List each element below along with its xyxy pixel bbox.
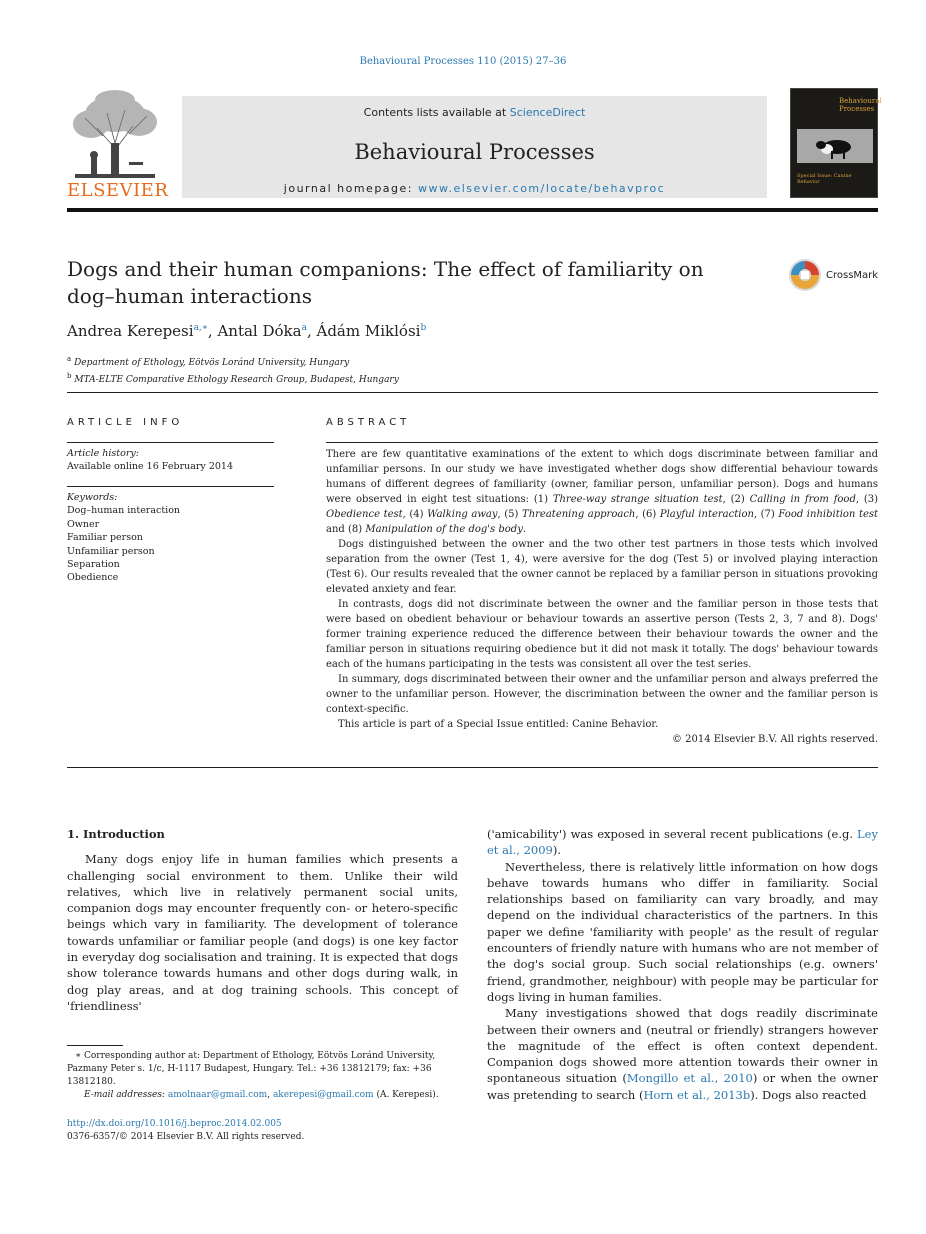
doi-link[interactable]: http://dx.doi.org/10.1016/j.beproc.2014.02.005 bbox=[67, 1119, 282, 1129]
header-rule bbox=[67, 208, 878, 212]
test-name: Food inhibition test bbox=[778, 509, 879, 520]
article-title bbox=[67, 256, 757, 310]
body-right-column bbox=[487, 826, 878, 1103]
test-name: Calling in from food bbox=[749, 494, 856, 505]
body-paragraph bbox=[487, 1005, 878, 1103]
body-text: ). Dogs also reacted bbox=[750, 1087, 867, 1102]
body-text: ). bbox=[552, 843, 562, 858]
abstract-paragraph: In contrasts, dogs did not discriminate between the owner and the familiar person in those tests that were based on obedient behaviour or behaviour towards an assertive person (Tests 2, 3, 7 and 8). Dogs' former training experience reduced the difference between their behaviour towards the owner and the familiar person in situations requiring obedience but it did not mask it totally. The dogs' behaviour towards each of the humans participating in the tests was consistent all over the test series. bbox=[326, 599, 878, 670]
footnote-rule bbox=[67, 1045, 123, 1046]
body-text: Many investigations showed that dogs readily discriminate between their owners and (neutral or friendly) strangers however the magnitude of the effect is often context dependent. Companion dogs showed more attention towards their owner in spontaneous situation ( bbox=[487, 1006, 878, 1086]
journal-masthead bbox=[67, 86, 882, 210]
section-divider bbox=[67, 392, 878, 393]
history-label: Article history: bbox=[67, 448, 139, 459]
journal-cover-thumbnail[interactable] bbox=[790, 88, 882, 198]
homepage-prefix: journal homepage: bbox=[283, 182, 418, 195]
body-paragraph bbox=[487, 826, 878, 859]
cover-dog-photo bbox=[797, 129, 873, 163]
author-affiliation-mark[interactable]: a,∗ bbox=[193, 323, 208, 333]
title-line-1: Dogs and their human companions: The effect of familiarity on bbox=[67, 257, 704, 281]
affiliations bbox=[67, 353, 399, 387]
contents-available-line bbox=[182, 106, 767, 119]
article-info-heading: ARTICLE INFO bbox=[67, 417, 184, 428]
abstract-body bbox=[326, 447, 878, 747]
abstract-paragraph bbox=[326, 447, 878, 537]
abstract-text: There are few quantitative examinations of the extent to which dogs discriminate between familiar and unfamiliar persons. In our study we have investigated whether dogs show differential behaviour towards humans of different degrees of familiarity (owner, familiar person, unfamiliar person). Dogs and humans were observed in eight test situations: (1) bbox=[326, 449, 878, 505]
affiliation-mark: b bbox=[67, 372, 72, 380]
keyword: Owner bbox=[67, 518, 100, 530]
issn-copyright: 0376-6357/© 2014 Elsevier B.V. All rights reserved. bbox=[67, 1132, 305, 1142]
cover-title: Behavioural Processes bbox=[839, 97, 882, 113]
test-name: Manipulation of the dog's body bbox=[365, 524, 523, 535]
body-text: ) or when the owner was pretending to search ( bbox=[487, 1071, 878, 1102]
author-affiliation-mark[interactable]: b bbox=[420, 323, 427, 333]
abstract-paragraph: In summary, dogs discriminated between their owner and the unfamiliar person and always preferred the owner to the unfamiliar person. However, the discrimination between the owner and the familiar person is context-specific. bbox=[326, 674, 878, 715]
body-left-column bbox=[67, 826, 458, 1014]
author-affiliation-mark[interactable]: a bbox=[301, 323, 307, 333]
abstract-text: , (6) bbox=[635, 509, 660, 520]
abstract-paragraph: Dogs distinguished between the owner and the two other test partners in those tests which involved separation from the owner (Test 1, 4), were aversive for the dog (Test 5) or involved playing interaction (Test 6). Our results revealed that the owner cannot be replaced by a familiar person in situations provoking elevated anxiety and fear. bbox=[326, 539, 879, 595]
abstract-text: . bbox=[522, 524, 527, 535]
author-name[interactable]: Ádám Miklósi bbox=[316, 322, 421, 340]
abstract-rule bbox=[326, 442, 878, 443]
section-heading-introduction: 1. Introduction bbox=[67, 827, 165, 841]
keyword: Obedience bbox=[67, 572, 119, 584]
journal-banner bbox=[182, 96, 767, 198]
keywords-label: Keywords: bbox=[67, 492, 118, 503]
history-value: Available online 16 February 2014 bbox=[67, 461, 233, 473]
author-name[interactable]: Antal Dóka bbox=[217, 322, 302, 340]
footnote-emails bbox=[67, 1089, 458, 1102]
publisher-wordmark: ELSEVIER bbox=[67, 180, 169, 201]
email-suffix: (A. Kerepesi). bbox=[373, 1090, 439, 1100]
abstract-paragraph: This article is part of a Special Issue entitled: Canine Behavior. bbox=[338, 719, 659, 730]
abstract-heading: ABSTRACT bbox=[326, 417, 411, 428]
journal-homepage-link[interactable]: www.elsevier.com/locate/behavproc bbox=[418, 182, 666, 195]
test-name: Threatening approach bbox=[522, 509, 636, 520]
affiliation-line bbox=[67, 370, 399, 387]
abstract-text: and (8) bbox=[326, 524, 366, 535]
abstract-text: , (4) bbox=[402, 509, 428, 520]
article-info-rule bbox=[67, 442, 274, 443]
title-line-2: dog–human interactions bbox=[67, 284, 312, 308]
abstract-text: , (3) bbox=[855, 494, 879, 505]
affiliation-text: Department of Ethology, Eötvös Loránd University, Hungary bbox=[74, 358, 350, 368]
keyword: Familiar person bbox=[67, 532, 143, 544]
crossmark-badge[interactable] bbox=[788, 258, 880, 294]
reference-link[interactable]: Ley et al., 2009 bbox=[487, 827, 878, 858]
contents-prefix: Contents lists available at bbox=[363, 106, 510, 119]
abstract-copyright: © 2014 Elsevier B.V. All rights reserved. bbox=[671, 734, 878, 745]
sciencedirect-link[interactable]: ScienceDirect bbox=[509, 106, 586, 119]
journal-homepage-line bbox=[182, 182, 767, 195]
author-list: Andrea Kerepesi$^{a,∗}$, Antal Dóka$^a$, Ádám Miklósi$^b$ bbox=[67, 322, 427, 340]
body-paragraph: Many dogs enjoy life in human families which presents a challenging social environment to them. Unlike their wild relatives, which live in relatively permanent social units, companion dogs may encounter frequently con- or hetero-specific beings which vary in familiarity. The development of tolerance towards unfamiliar or familiar people (and dogs) is one key factor in everyday dog socialisation and training. It is expected that dogs show tolerance towards humans and other dogs during walk, in dog play areas, and at dog training schools. This concept of 'friendliness' bbox=[67, 852, 458, 1013]
journal-name: Behavioural Processes bbox=[354, 140, 595, 164]
email-separator: , bbox=[267, 1090, 273, 1100]
body-paragraph: Nevertheless, there is relatively little information on how dogs behave towards humans who differ in familiarity. Social relationships based on familiarity can vary broadly, and may depend on the individual characteristics of the partners. In this paper we define 'familiarity with people' as the result of regular encounters of friendly nature with humans who are not member of the dog's social group. Such social relationships (e.g. owners' friend, grandmother, neighbour) with people may be particular for dogs living in human families. bbox=[487, 859, 878, 1004]
email-link[interactable]: akerepesi@gmail.com bbox=[272, 1090, 374, 1100]
test-name: Three-way strange situation test bbox=[552, 494, 723, 505]
keyword: Unfamiliar person bbox=[67, 545, 155, 557]
abstract-text: , (5) bbox=[497, 509, 523, 520]
affiliation-text: MTA-ELTE Comparative Ethology Research Group, Budapest, Hungary bbox=[74, 375, 399, 385]
footnote-text: ∗ Corresponding author at: Department of Ethology, Eötvös Loránd University, Pazmany Peter s. 1/c, H-1117 Budapest, Hungary. Tel.: +36 13812179; fax: +36 13812180. bbox=[67, 1051, 436, 1087]
keywords-block bbox=[67, 491, 274, 585]
test-name: Obedience test bbox=[326, 509, 403, 520]
crossmark-label: CrossMark bbox=[826, 270, 879, 281]
keyword: Dog–human interaction bbox=[67, 505, 181, 517]
corresponding-author-footnote bbox=[67, 1050, 458, 1102]
email-label: E-mail addresses: bbox=[84, 1090, 168, 1100]
email-link[interactable]: amolnaar@gmail.com bbox=[167, 1090, 268, 1100]
reference-link[interactable]: Horn et al., 2013b bbox=[643, 1087, 751, 1102]
body-text: ('amicability') was exposed in several recent publications (e.g. bbox=[487, 827, 858, 841]
keyword: Separation bbox=[67, 559, 120, 571]
keywords-rule bbox=[67, 486, 274, 487]
journal-citation[interactable]: Behavioural Processes 110 (2015) 27–36 bbox=[359, 56, 567, 67]
cover-footer: Special Issue: Canine Behavior bbox=[797, 173, 852, 185]
abstract-bottom-rule bbox=[67, 767, 878, 768]
crossmark-icon bbox=[788, 258, 822, 292]
affiliation-line bbox=[67, 353, 399, 370]
doi-block bbox=[67, 1118, 304, 1144]
reference-link[interactable]: Mongillo et al., 2010 bbox=[626, 1071, 753, 1086]
test-name: Playful interaction bbox=[659, 509, 754, 520]
abstract-text: , (7) bbox=[753, 509, 779, 520]
affiliation-mark: a bbox=[67, 355, 72, 363]
article-history bbox=[67, 447, 274, 474]
abstract-text: , (2) bbox=[722, 494, 750, 505]
author-name[interactable]: Andrea Kerepesi bbox=[67, 322, 194, 340]
test-name: Walking away bbox=[427, 509, 498, 520]
